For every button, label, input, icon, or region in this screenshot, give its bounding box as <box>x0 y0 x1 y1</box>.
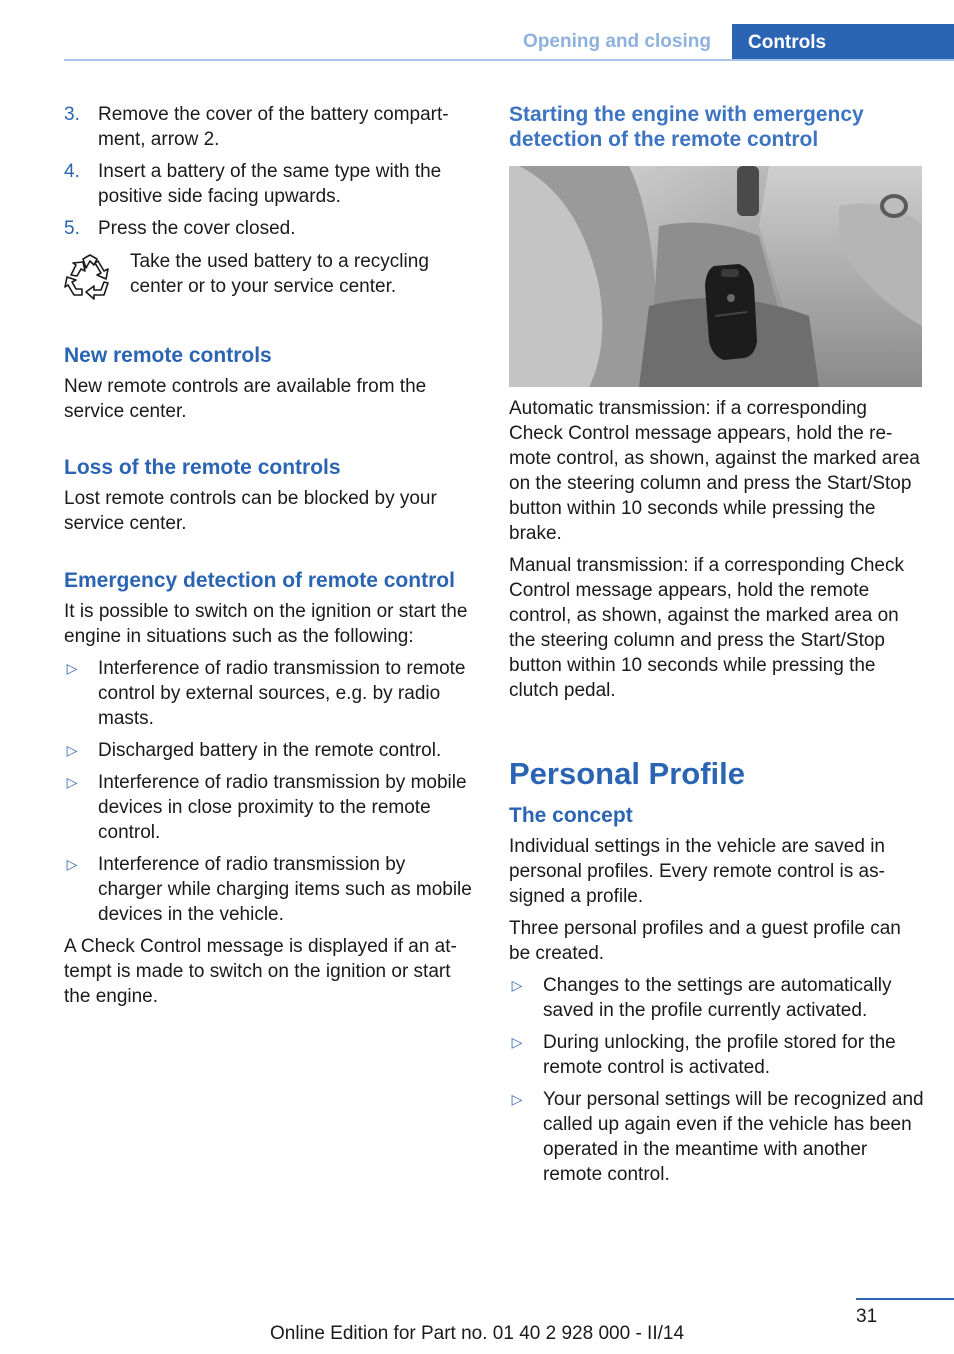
heading-the-concept: The concept <box>509 804 633 827</box>
step-item <box>64 102 474 152</box>
step-text: Insert a battery of the same type with the positive side facing upwards. <box>98 161 442 207</box>
list-item <box>64 738 474 763</box>
step-number: 3. <box>64 104 80 125</box>
concept-paragraph-1: Individual settings in the vehicle are saved in personal profiles. Every remote control is assigned a profile. <box>509 836 886 907</box>
list-item-text: Changes to the settings are automatically saved in the profile currently activated. <box>543 975 892 1021</box>
page-number: 31 <box>856 1306 878 1327</box>
automatic-transmission-text: Automatic transmission: if a corresponding Check Control message appears, hold the remote control, as shown, against the marked area on the steering column and press the Start/Stop button within 10 seconds while pressing the brake. <box>509 398 920 544</box>
list-item <box>64 656 474 731</box>
step-text: Press the cover closed. <box>98 218 296 239</box>
step-item <box>64 159 474 209</box>
footer-rule <box>856 1298 954 1300</box>
list-item-text: Interference of radio transmission to remote control by external sources, e.g. by radio masts. <box>98 658 466 729</box>
list-item <box>509 1030 924 1080</box>
header-rule <box>64 59 954 61</box>
list-item <box>64 852 474 927</box>
recycle-text: Take the used battery to a recycling center or to your service center. <box>130 251 429 297</box>
list-item-text: During unlocking, the profile stored for the remote control is activated. <box>543 1032 896 1078</box>
list-item <box>509 973 924 1023</box>
step-number: 4. <box>64 161 80 182</box>
step-text: Remove the cover of the battery compartment, arrow 2. <box>98 104 449 150</box>
heading-loss-remote: Loss of the remote controls <box>64 456 341 479</box>
new-remote-text: New remote controls are available from the service center. <box>64 376 427 422</box>
emergency-outro: A Check Control message is displayed if an attempt is made to switch on the ignition or start the engine. <box>64 936 457 1007</box>
steering-column-photo <box>509 166 922 387</box>
triangle-bullet-icon: ▷ <box>511 1034 523 1050</box>
triangle-bullet-icon: ▷ <box>66 774 78 790</box>
manual-transmission-text: Manual transmission: if a corresponding Check Control message appears, hold the remote control, as shown, against the marked area on the steering column and press the Start/Stop button within 10 seconds while pressing the clutch pedal. <box>509 555 904 701</box>
heading-starting-engine: Starting the engine with emergency detection of the remote control <box>509 103 864 151</box>
triangle-bullet-icon: ▷ <box>511 977 523 993</box>
header-section-title: Opening and closing <box>523 31 711 52</box>
list-item-text: Your personal settings will be recognized and called up again even if the vehicle has been operated in the meantime with another remote control. <box>543 1089 924 1185</box>
section-title-personal-profile: Personal Profile <box>509 756 746 791</box>
triangle-bullet-icon: ▷ <box>66 742 78 758</box>
footer-edition: Online Edition for Part no. 01 40 2 928 000 - II/14 <box>269 1323 685 1344</box>
list-item <box>509 1087 924 1187</box>
triangle-bullet-icon: ▷ <box>66 856 78 872</box>
recycling-note <box>64 249 474 305</box>
triangle-bullet-icon: ▷ <box>511 1091 523 1107</box>
list-item-text: Discharged battery in the remote control. <box>98 740 442 761</box>
list-item-text: Interference of radio transmission by mobile devices in close proximity to the remote control. <box>98 772 467 843</box>
concept-paragraph-2: Three personal profiles and a guest profile can be created. <box>509 918 901 964</box>
step-number: 5. <box>64 218 80 239</box>
recycle-icon <box>64 251 116 303</box>
left-column <box>64 102 474 1016</box>
right-column <box>509 102 924 1194</box>
emergency-intro: It is possible to switch on the ignition or start the engine in situations such as the following: <box>64 601 468 647</box>
list-item-text: Interference of radio transmission by charger while charging items such as mobile devices in the vehicle. <box>98 854 472 925</box>
loss-remote-text: Lost remote controls can be blocked by your service center. <box>64 488 437 534</box>
heading-emergency-detection: Emergency detection of remote control <box>64 569 455 592</box>
list-item <box>64 770 474 845</box>
triangle-bullet-icon: ▷ <box>66 660 78 676</box>
heading-new-remote: New remote controls <box>64 344 272 367</box>
header-tab-controls: Controls <box>732 24 954 61</box>
step-item <box>64 216 474 241</box>
